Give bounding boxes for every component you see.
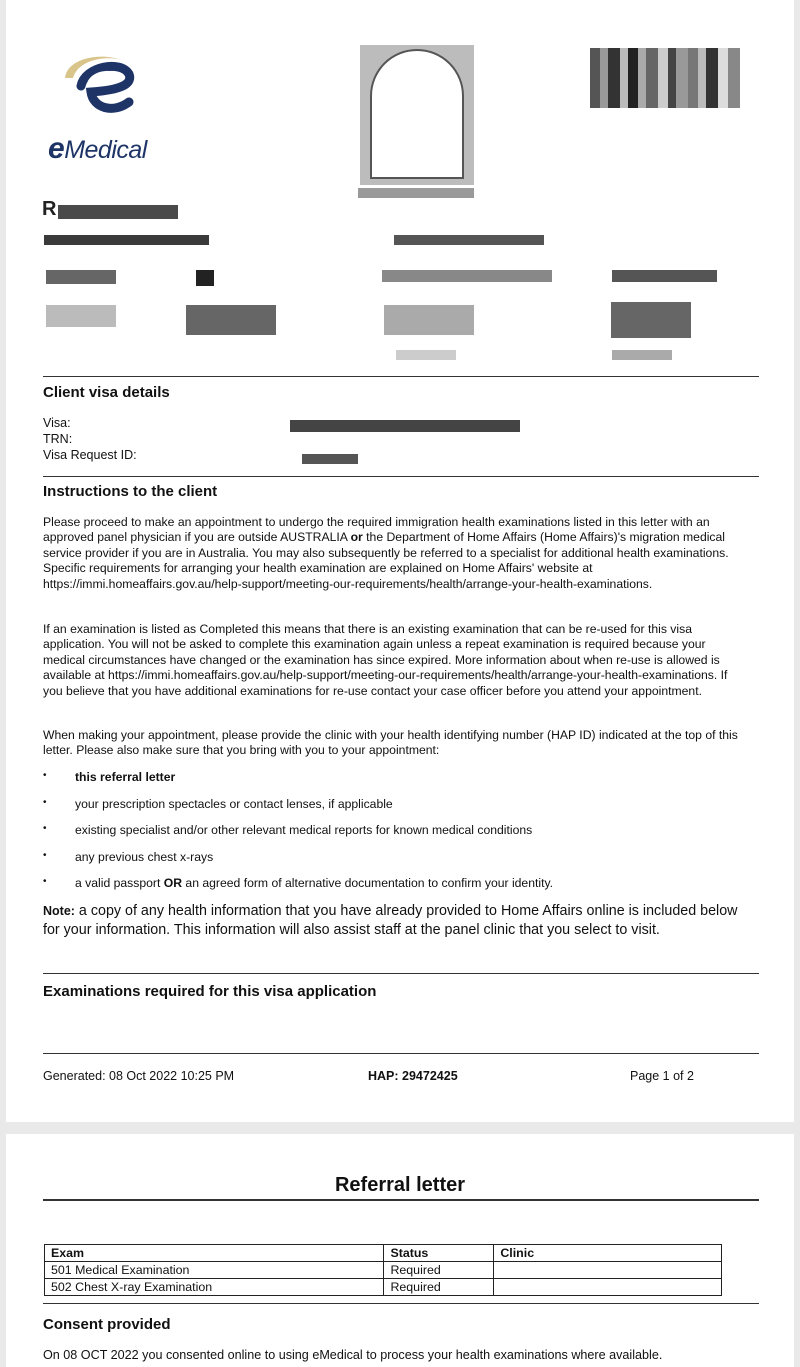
exam-cell: 501 Medical Examination bbox=[45, 1262, 384, 1279]
trn-label: TRN: bbox=[43, 432, 73, 446]
instructions-heading: Instructions to the client bbox=[43, 483, 218, 500]
emedical-wordmark: eMedical bbox=[48, 132, 147, 165]
divider bbox=[43, 1053, 759, 1054]
visa-request-id-label: Visa Request ID: bbox=[43, 448, 137, 462]
bullet-icon: • bbox=[43, 823, 47, 834]
list-item: • any previous chest x-rays bbox=[43, 849, 214, 864]
visa-details-heading: Client visa details bbox=[43, 384, 170, 401]
list-item: • your prescription spectacles or contact lenses, if applicable bbox=[43, 796, 393, 811]
bullet-icon: • bbox=[43, 849, 47, 861]
list-item: • existing specialist and/or other relevant medical reports for known medical conditions bbox=[43, 823, 533, 837]
table-header-row bbox=[45, 1245, 722, 1262]
status-cell: Required bbox=[384, 1279, 494, 1296]
exams-required-heading: Examinations required for this visa application bbox=[43, 983, 377, 1000]
clinic-cell bbox=[494, 1279, 722, 1296]
instructions-paragraph-2: If an examination is listed as Completed this means that there is an existing examination that can be re-used for this visa application. You will not be asked to complete this examination again unless a repeat examination is required because your medical circumstances have changed or the examination has since expired. More information about when re-use is allowed is available at https://immi.homeaffairs.gov.au/help-support/meeting-our-requirements/health/arrange-your-health-examinations. If you believe that you have additional examinations for re-use contact your case officer before you attend your appointment. bbox=[43, 622, 728, 698]
bring-items-list bbox=[43, 770, 743, 903]
column-header-clinic: Clinic bbox=[494, 1245, 722, 1262]
visa-label: Visa: bbox=[43, 416, 71, 430]
hap-id: HAP: 29472425 bbox=[368, 1069, 458, 1083]
bullet-icon: • bbox=[43, 770, 47, 781]
bullet-icon: • bbox=[43, 876, 47, 887]
consent-heading: Consent provided bbox=[43, 1316, 171, 1333]
instructions-paragraph-3: When making your appointment, please provide the clinic with your health identifying number (HAP ID) indicated at the top of this letter. Please also make sure that you bring with you to your appointment: bbox=[43, 728, 738, 758]
exams-table bbox=[44, 1244, 722, 1296]
letter-page-2 bbox=[6, 1134, 794, 1367]
bullet-icon: • bbox=[43, 796, 47, 808]
note-paragraph: Note: a copy of any health information that you have already provided to Home Affairs online is included below for your information. This information will also assist staff at the panel clinic that you select to visit. bbox=[43, 903, 738, 939]
table-row bbox=[45, 1262, 722, 1279]
applicant-name-fragment: R bbox=[42, 198, 57, 220]
redacted-bar bbox=[358, 188, 474, 198]
page-number: Page 1 of 2 bbox=[630, 1069, 694, 1083]
status-cell: Required bbox=[384, 1262, 494, 1279]
divider bbox=[43, 476, 759, 477]
exam-cell: 502 Chest X-ray Examination bbox=[45, 1279, 384, 1296]
divider bbox=[43, 1303, 759, 1304]
table-row bbox=[45, 1279, 722, 1296]
instructions-paragraph-1: Please proceed to make an appointment to undergo the required immigration health examinations listed in this letter with an approved panel physician if you are outside AUSTRALIA or the Department of Home Affairs (Home Affairs)'s migration medical service provider if you are in Australia. You may also subsequently be referred to a specialist for additional health examinations. Specific requirements for arranging your health examination are explained on Home Affairs' website at https://immi.homeaffairs.gov.au/help-support/meeting-our-requirements/health/arrange-your-health-examinations. bbox=[43, 515, 729, 591]
list-item: • this referral letter bbox=[43, 770, 176, 784]
divider bbox=[43, 376, 759, 377]
divider bbox=[43, 973, 759, 974]
generated-timestamp: Generated: 08 Oct 2022 10:25 PM bbox=[43, 1069, 235, 1083]
applicant-photo-redacted bbox=[360, 45, 474, 185]
clinic-cell bbox=[494, 1262, 722, 1279]
referral-letter-title: Referral letter bbox=[334, 1174, 466, 1196]
column-header-status: Status bbox=[384, 1245, 494, 1262]
column-header-exam: Exam bbox=[45, 1245, 384, 1262]
divider bbox=[43, 1199, 759, 1201]
list-item: • a valid passport OR an agreed form of alternative documentation to confirm your identity. bbox=[43, 876, 554, 890]
consent-text: On 08 OCT 2022 you consented online to using eMedical to process your health examinations where available. bbox=[43, 1348, 663, 1362]
letter-page-1 bbox=[6, 0, 794, 1122]
barcode-redacted bbox=[590, 48, 740, 108]
